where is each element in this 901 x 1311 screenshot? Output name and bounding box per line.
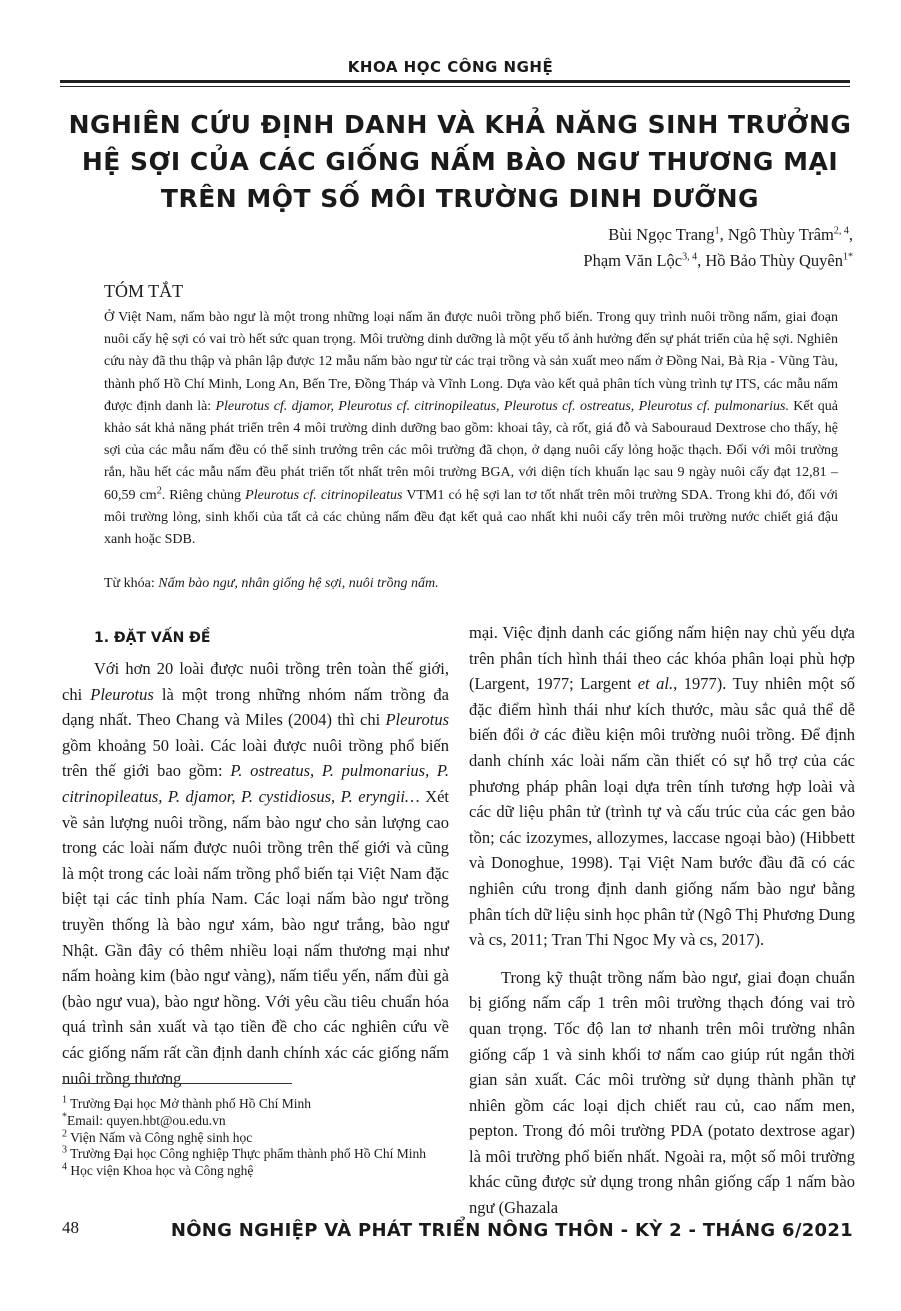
author-line: Phạm Văn Lộc$^{3, 4}$, Hồ Bảo Thùy Quyên$^{1*}$	[583, 251, 853, 270]
footnotes	[62, 1096, 442, 1180]
section-heading: 1. ĐẶT VẤN ĐỀ	[94, 630, 211, 646]
footnote-text: Trường Đại học Mở thành phố Hồ Chí Minh	[70, 1096, 311, 1111]
footnote-mark: 2	[62, 1128, 67, 1140]
author-name: Phạm Văn Lộc	[583, 251, 683, 270]
body-text: gồm khoảng 50 loài. Các loài được nuôi trồng phổ biến trên thế giới bao gồm:	[62, 735, 449, 781]
species-list: P. ostreatus, P. pulmonarius, P. citrinopileatus, P. djamor, P. cystidiosus, P. eryngii…	[62, 761, 449, 806]
author-name: Bùi Ngọc Trang	[608, 225, 715, 244]
author-line: Bùi Ngọc Trang$^1$, Ngô Thùy Trâm$^{2, 4}$,	[608, 225, 853, 244]
footnote-text: Email: quyen.hbt@ou.edu.vn	[67, 1112, 226, 1128]
footnote	[62, 1113, 442, 1130]
abstract-species: Pleurotus cf. djamor, Pleurotus cf. citrinopileatus, Pleurotus cf. ostreatus, Pleurotus cf. pulmonarius.	[215, 398, 789, 414]
abstract-text: Kết quả khảo sát khả năng phát triển trên 4 môi trường dinh dưỡng bao gồm: khoai tây, cà rốt, giá đỗ và Sabouraud Dextrose cho thấy, hệ sợi của các mẫu nấm đều có thể sinh trưởng trên các môi trường đã chọn, ở dạng nuôi cấy lỏng hoặc thạch. Đối với môi trường rắn, hầu hết các mẫu nấm đều phát triển tốt nhất trên môi trường BGA, với diện tích khuẩn lạc sau 9 ngày nuôi cấy đạt 12,81 – 60,59 cm	[104, 398, 839, 503]
running-head: KHOA HỌC CÔNG NGHỆ	[347, 58, 554, 76]
header-rule-thin	[60, 86, 850, 87]
footnote-mark: *	[62, 1111, 67, 1123]
body-text: mại. Việc định danh các giống nấm hiện nay chủ yếu dựa trên phân tích hình thái theo các khóa phân loại phù hợp (Largent, 1977; Largent	[469, 623, 855, 694]
body-column-left	[62, 628, 449, 1091]
body-text: 1977). Tuy nhiên một số đặc điểm hình thái như kích thước, màu sắc quả thể dễ biến đổi ở các điều kiện môi trường nuôi trồng. Để định danh chính xác loài nấm cần thiết có sự hỗ trợ của các phương pháp phân loại dựa trên tính tương hợp loài và các dữ liệu phân tử (trình tự và cấu trúc của các gen bảo tồn; các izozymes, allozymes, laccase ngoại bào) (Hibbett và Donoghue, 1998). Tại Việt Nam bước đầu đã có các nghiên cứu trong định danh giống nấm bào ngư bằng phân tích dữ liệu sinh học phân tử (Ngô Thị Phương Dung và cs, 2011; Tran Thi Ngoc My và cs, 2017).	[469, 674, 856, 950]
abstract-superscript: 2	[156, 484, 162, 496]
keywords-label: Từ khóa:	[104, 576, 155, 591]
keywords-text: Nấm bào ngư, nhân giống hệ sợi, nuôi trồng nấm.	[158, 576, 439, 591]
body-text: Xét về sản lượng nuôi trồng, nấm bào ngư cho sản lượng cao trong các loài nấm được nuôi trồng trên thế giới và cũng là một trong các loài nấm trồng phổ biến tại Việt Nam đặc biệt tại các tỉnh phía Nam. Các loại nấm bào ngư trồng truyền thống là bào ngư xám, bào ngư trắng, bào ngư Nhật. Gần đây có thêm nhiều loại nấm thương mại như nấm hoàng kim (bào ngư vàng), nấm tiểu yến, nấm đùi gà (bào ngư vua), bào ngư hồng. Với yêu cầu tiêu chuẩn hóa quá trình sản xuất và tạo tiền đề cho các nghiên cứu về các giống nấm rất cần định danh chính xác các giống nấm nuôi trồng thương	[62, 786, 450, 1088]
abstract-body	[104, 307, 838, 551]
title-line: NGHIÊN CỨU ĐỊNH DANH VÀ KHẢ NĂNG SINH TRƯỞNG	[68, 110, 852, 139]
abstract-text: VTM1 có hệ sợi lan tơ tốt nhất trên môi trường SDA. Trong khi đó, đối với môi trường lỏng, sinh khối của tất cả các chủng nấm đều đạt kết quả cao nhất khi nuôi cấy trên môi trường nước chiết giá đậu xanh hoặc SDB.	[104, 487, 839, 548]
abstract-heading: TÓM TẮT	[104, 281, 184, 301]
abstract-text: . Riêng chủng	[161, 487, 242, 503]
title-line: HỆ SỢI CỦA CÁC GIỐNG NẤM BÀO NGƯ THƯƠNG MẠI	[81, 147, 839, 176]
author-affiliation: 3, 4	[682, 251, 698, 263]
citation-etal: et al.,	[637, 674, 678, 694]
author-name: Hồ Bảo Thùy Quyên	[705, 251, 843, 270]
body-paragraph	[62, 656, 449, 1091]
body-text: là một trong những nhóm nấm trồng đa dạng nhất. Theo Chang và Miles (2004) thì chi	[62, 684, 450, 730]
genus-name: Pleurotus	[90, 684, 154, 704]
footnote-mark: 1	[62, 1094, 67, 1106]
author-affiliation: 2, 4	[833, 225, 849, 237]
keywords	[104, 574, 838, 594]
header-rule-thick	[60, 80, 850, 83]
author-name: Ngô Thùy Trâm	[727, 225, 834, 244]
author-list	[583, 222, 853, 274]
body-text: Với hơn 20 loài được nuôi trồng trên toàn thế giới, chi	[62, 659, 449, 704]
author-affiliation: 1	[714, 225, 720, 237]
footnote	[62, 1130, 442, 1147]
footnote-mark: 3	[62, 1144, 67, 1156]
footnote	[62, 1163, 442, 1180]
footnote	[62, 1096, 442, 1113]
article-title	[40, 106, 880, 217]
abstract-text: Ở Việt Nam, nấm bào ngư là một trong những loại nấm ăn được nuôi trồng phổ biến. Trong quy trình nuôi trồng nấm, giai đoạn nuôi cấy hệ sợi có vai trò hết sức quan trọng. Môi trường dinh dưỡng là một yếu tố ảnh hưởng đến sự phát triển của hệ sợi. Nghiên cứu này đã thu thập và phân lập được 12 mẫu nấm bào ngư từ các trại trồng và sản xuất meo nấm ở Đồng Nai, Bà Rịa - Vũng Tàu, thành phố Hồ Chí Minh, Long An, Bến Tre, Đồng Tháp và Vĩnh Long. Dựa vào kết quả phân tích vùng trình tự ITS, các mẫu nấm được định danh là:	[104, 310, 838, 414]
journal-footer: NÔNG NGHIỆP VÀ PHÁT TRIỂN NÔNG THÔN - KỲ 2 - THÁNG 6/2021	[170, 1220, 853, 1241]
footnote-text: Trường Đại học Công nghiệp Thực phẩm thành phố Hồ Chí Minh	[70, 1146, 427, 1162]
footnote-rule	[62, 1083, 292, 1084]
page-number: 48	[62, 1218, 79, 1237]
title-line: TRÊN MỘT SỐ MÔI TRƯỜNG DINH DƯỠNG	[160, 184, 760, 213]
author-affiliation: 1*	[843, 251, 853, 263]
abstract-species: Pleurotus cf. citrinopileatus	[245, 487, 403, 503]
footnote-text: Viện Nấm và Công nghệ sinh học	[70, 1129, 253, 1145]
body-paragraph	[469, 620, 855, 953]
body-column-right	[469, 620, 855, 1221]
genus-name: Pleurotus	[385, 710, 450, 730]
body-paragraph: Trong kỹ thuật trồng nấm bào ngư, giai đoạn chuẩn bị giống nấm cấp 1 trên môi trường thạch đóng vai trò quan trọng. Tốc độ lan tơ nhanh trên môi trường nhân giống cấp 1 và sinh khối tơ nấm cao giúp rút ngắn thời gian sản xuất. Các môi trường sử dụng thành phần tự nhiên gồm các loại dịch chiết rau củ, cao nấm men, pepton. Trong đó môi trường PDA (potato dextrose agar) là môi trường phổ biến nhất. Ngoài ra, một số môi trường khác cũng được sử dụng trong nhân giống cấp 1 nấm bào ngư (Ghazala	[469, 967, 855, 1218]
footnote	[62, 1146, 442, 1163]
footnote-mark: 4	[62, 1161, 67, 1173]
footnote-text: Học viện Khoa học và Công nghệ	[70, 1163, 254, 1179]
